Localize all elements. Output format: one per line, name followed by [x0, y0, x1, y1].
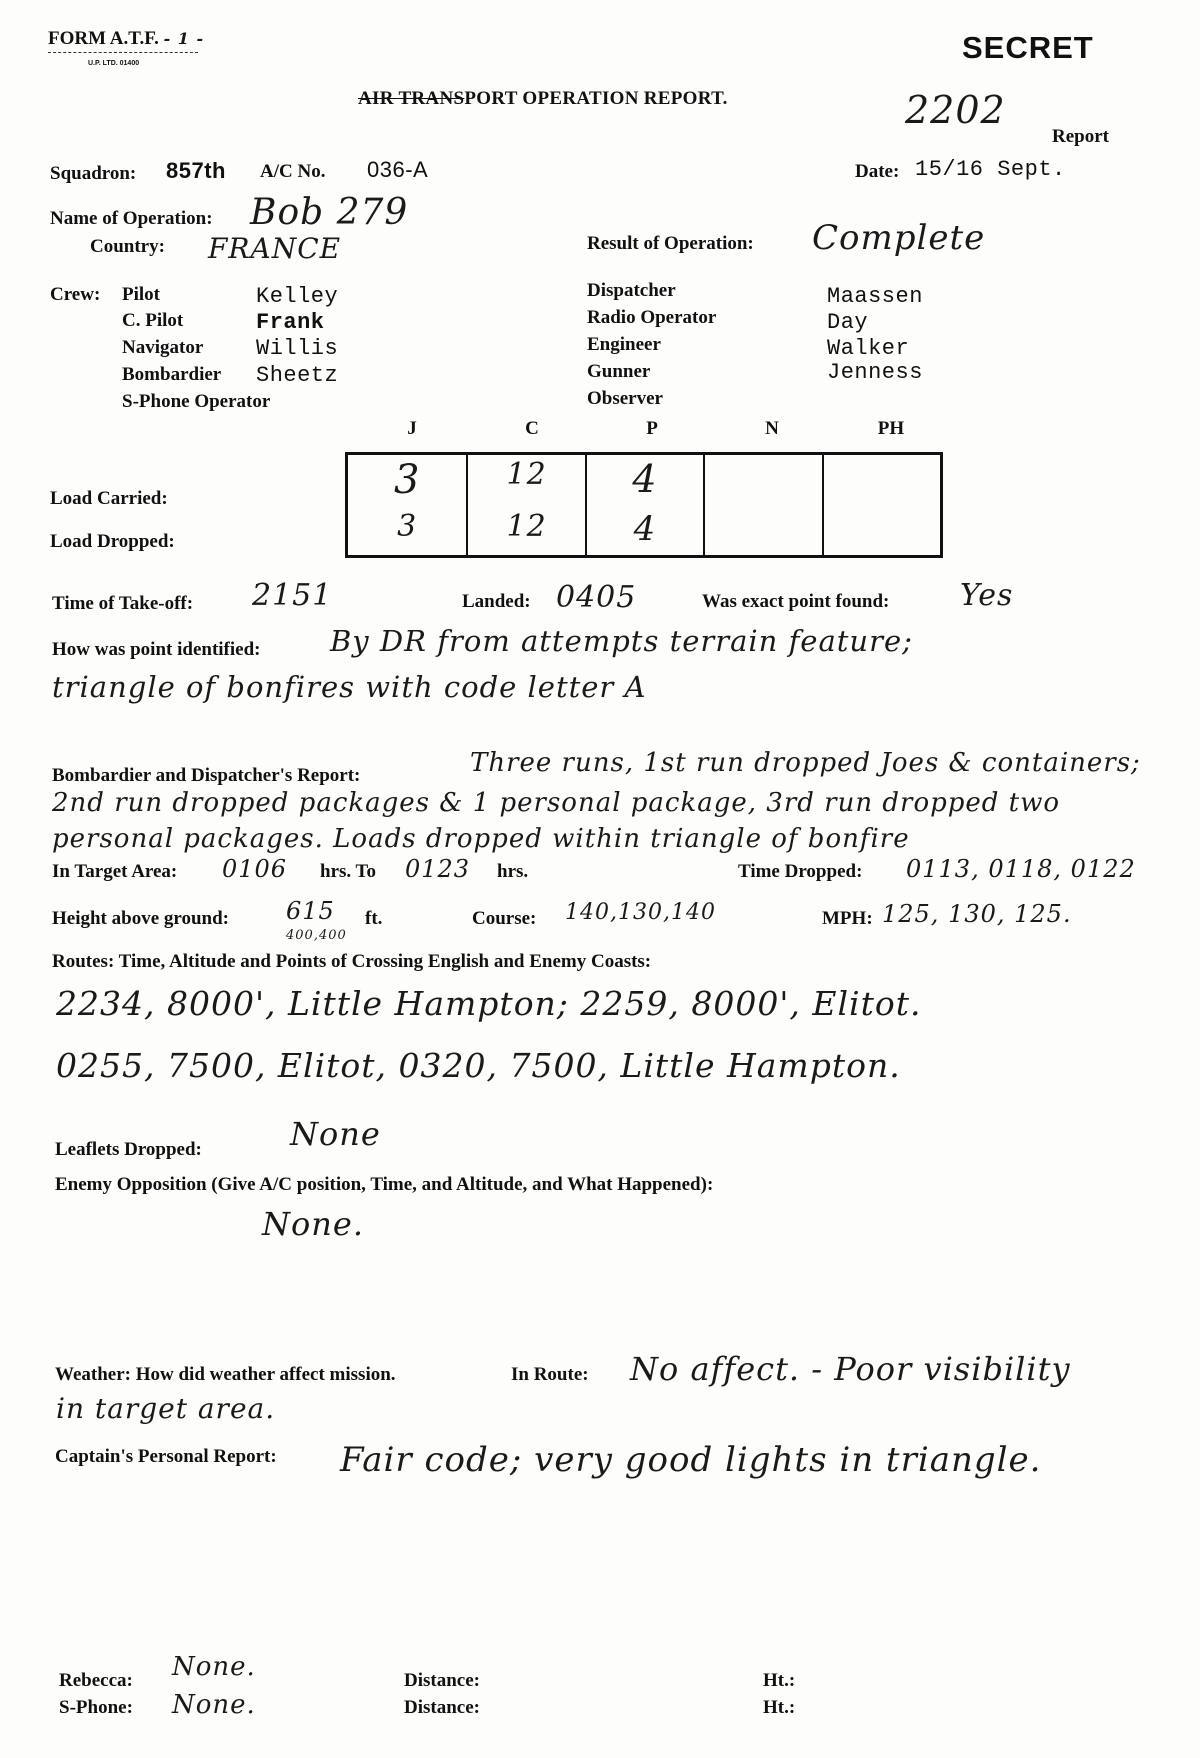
target-area-label: In Target Area: [52, 861, 178, 882]
crew-role-observer: Observer [587, 388, 663, 409]
load-col-j-cells [348, 455, 466, 555]
load-col-c: C [525, 418, 539, 439]
crew-role-engineer: Engineer [587, 334, 661, 355]
load-dropped-label: Load Dropped: [50, 531, 175, 552]
crew-role-bombardier: Bombardier [122, 364, 222, 385]
enemy-label: Enemy Opposition (Give A/C position, Time, and Altitude, and What Happened): [55, 1174, 714, 1195]
captain-label: Captain's Personal Report: [55, 1446, 277, 1467]
load-col-n: N [765, 418, 779, 439]
bombardier-line2: 2nd run dropped packages & 1 personal package, 3rd run dropped two [52, 788, 1061, 818]
ac-no-value: 036-A [367, 157, 429, 182]
height-value: 615 [286, 897, 335, 925]
load-col-ph: PH [877, 418, 905, 439]
crew-role-gunner: Gunner [587, 361, 651, 382]
load-col-ph-cells [822, 455, 940, 555]
crew-name-navigator: Willis [256, 336, 339, 361]
rebecca-distance-label: Distance: [404, 1670, 480, 1691]
country-label: Country: [90, 236, 165, 257]
weather-line1: No affect. - Poor visibility [630, 1350, 1071, 1388]
mph-value: 125, 130, 125. [882, 900, 1072, 928]
takeoff-label: Time of Take-off: [52, 593, 194, 614]
load-col-p: P [646, 418, 658, 439]
report-title-rest: PORT OPERATION REPORT. [464, 88, 728, 109]
form-id-suffix: - 1 - [163, 29, 205, 48]
load-carried-p: 4 [632, 457, 658, 501]
target-hrs-to-label: hrs. To [320, 861, 376, 882]
load-carried-label: Load Carried: [50, 488, 168, 509]
sphone-ht-label: Ht.: [763, 1697, 796, 1718]
time-dropped-label: Time Dropped: [738, 861, 863, 882]
load-dropped-j: 3 [397, 509, 418, 544]
captain-value: Fair code; very good lights in triangle. [340, 1440, 1042, 1480]
crew-name-copilot: Frank [256, 310, 325, 335]
date-value: 15/16 Sept. [915, 157, 1066, 182]
crew-role-dispatcher: Dispatcher [587, 280, 676, 301]
crew-name-dispatcher: Maassen [827, 284, 923, 309]
form-id-underline [48, 52, 198, 53]
crew-label: Crew: [50, 284, 101, 305]
in-route-label: In Route: [511, 1364, 589, 1385]
load-dropped-p: 4 [633, 509, 657, 549]
squadron-label: Squadron: [50, 163, 137, 184]
bombardier-line1: Three runs, 1st run dropped Joes & containers; [470, 748, 1141, 778]
load-carried-c: 12 [506, 457, 547, 492]
classification: SECRET [962, 30, 1094, 65]
weather-line2: in target area. [56, 1392, 276, 1425]
load-carried-j: 3 [393, 457, 421, 503]
report-title-struck: AIR TRANS [358, 88, 465, 109]
load-col-c-cells [466, 455, 584, 555]
operation-label: Name of Operation: [50, 208, 213, 229]
target-to: 0123 [405, 855, 471, 883]
sphone-label: S-Phone: [59, 1697, 133, 1718]
course-value: 140,130,140 [565, 900, 716, 925]
ft-label: ft. [365, 908, 383, 929]
operation-value: Bob 279 [250, 192, 409, 233]
time-dropped-value: 0113, 0118, 0122 [906, 855, 1136, 883]
load-dropped-c: 12 [506, 509, 547, 544]
rebecca-label: Rebecca: [59, 1670, 133, 1691]
result-value: Complete [812, 218, 986, 258]
load-col-j: J [407, 418, 417, 439]
height-extra: 400,400 [286, 928, 347, 943]
form-printer: U.P. LTD. 01400 [88, 60, 140, 67]
identified-line2: triangle of bonfires with code letter A [52, 670, 647, 704]
crew-role-sphone: S-Phone Operator [122, 391, 271, 412]
weather-label: Weather: How did weather affect mission. [55, 1364, 396, 1385]
rebecca-value: None. [172, 1652, 256, 1682]
crew-name-radio: Day [827, 310, 869, 335]
result-label: Result of Operation: [587, 233, 754, 254]
target-from: 0106 [222, 855, 288, 883]
sphone-value: None. [172, 1690, 256, 1720]
crew-role-navigator: Navigator [122, 337, 204, 358]
bombardier-line3: personal packages. Loads dropped within triangle of bonfire [52, 824, 910, 854]
crew-role-copilot: C. Pilot [122, 310, 184, 331]
mph-label: MPH: [822, 908, 873, 929]
sphone-distance-label: Distance: [404, 1697, 480, 1718]
load-col-n-cells [703, 455, 821, 555]
date-label: Date: [855, 161, 900, 182]
routes-line2: 0255, 7500, Elitot, 0320, 7500, Little Hampton. [56, 1046, 901, 1085]
takeoff-value: 2151 [252, 578, 333, 613]
report-label: Report [1052, 126, 1109, 147]
leaflets-label: Leaflets Dropped: [55, 1139, 202, 1160]
load-col-p-cells [585, 455, 703, 555]
country-value: FRANCE [208, 232, 342, 265]
identified-line1: By DR from attempts terrain feature; [330, 624, 913, 658]
squadron-value: 857th [166, 158, 226, 183]
landed-label: Landed: [462, 591, 531, 612]
report-number: 2202 [905, 88, 1006, 132]
crew-name-engineer: Walker [827, 336, 910, 361]
bombardier-label: Bombardier and Dispatcher's Report: [52, 765, 361, 786]
exact-point-label: Was exact point found: [702, 591, 890, 612]
course-label: Course: [472, 908, 537, 929]
crew-role-pilot: Pilot [122, 284, 160, 305]
enemy-value: None. [262, 1205, 364, 1243]
report-title [358, 88, 728, 110]
form-id-text: FORM A.T.F. [48, 28, 159, 49]
crew-name-pilot: Kelley [256, 284, 339, 309]
routes-label: Routes: Time, Altitude and Points of Crossing English and Enemy Coasts: [52, 951, 652, 972]
exact-point-value: Yes [960, 578, 1014, 613]
height-label: Height above ground: [52, 908, 230, 929]
routes-line1: 2234, 8000', Little Hampton; 2259, 8000', Elitot. [56, 984, 922, 1023]
rebecca-ht-label: Ht.: [763, 1670, 796, 1691]
target-hrs-label: hrs. [497, 861, 529, 882]
ac-no-label: A/C No. [260, 161, 326, 182]
crew-name-gunner: Jenness [827, 360, 923, 385]
leaflets-value: None [290, 1115, 381, 1153]
load-grid [345, 452, 943, 558]
landed-value: 0405 [556, 580, 637, 615]
crew-name-bombardier: Sheetz [256, 363, 339, 388]
form-id [48, 28, 204, 50]
crew-role-radio: Radio Operator [587, 307, 717, 328]
identified-label: How was point identified: [52, 639, 261, 660]
